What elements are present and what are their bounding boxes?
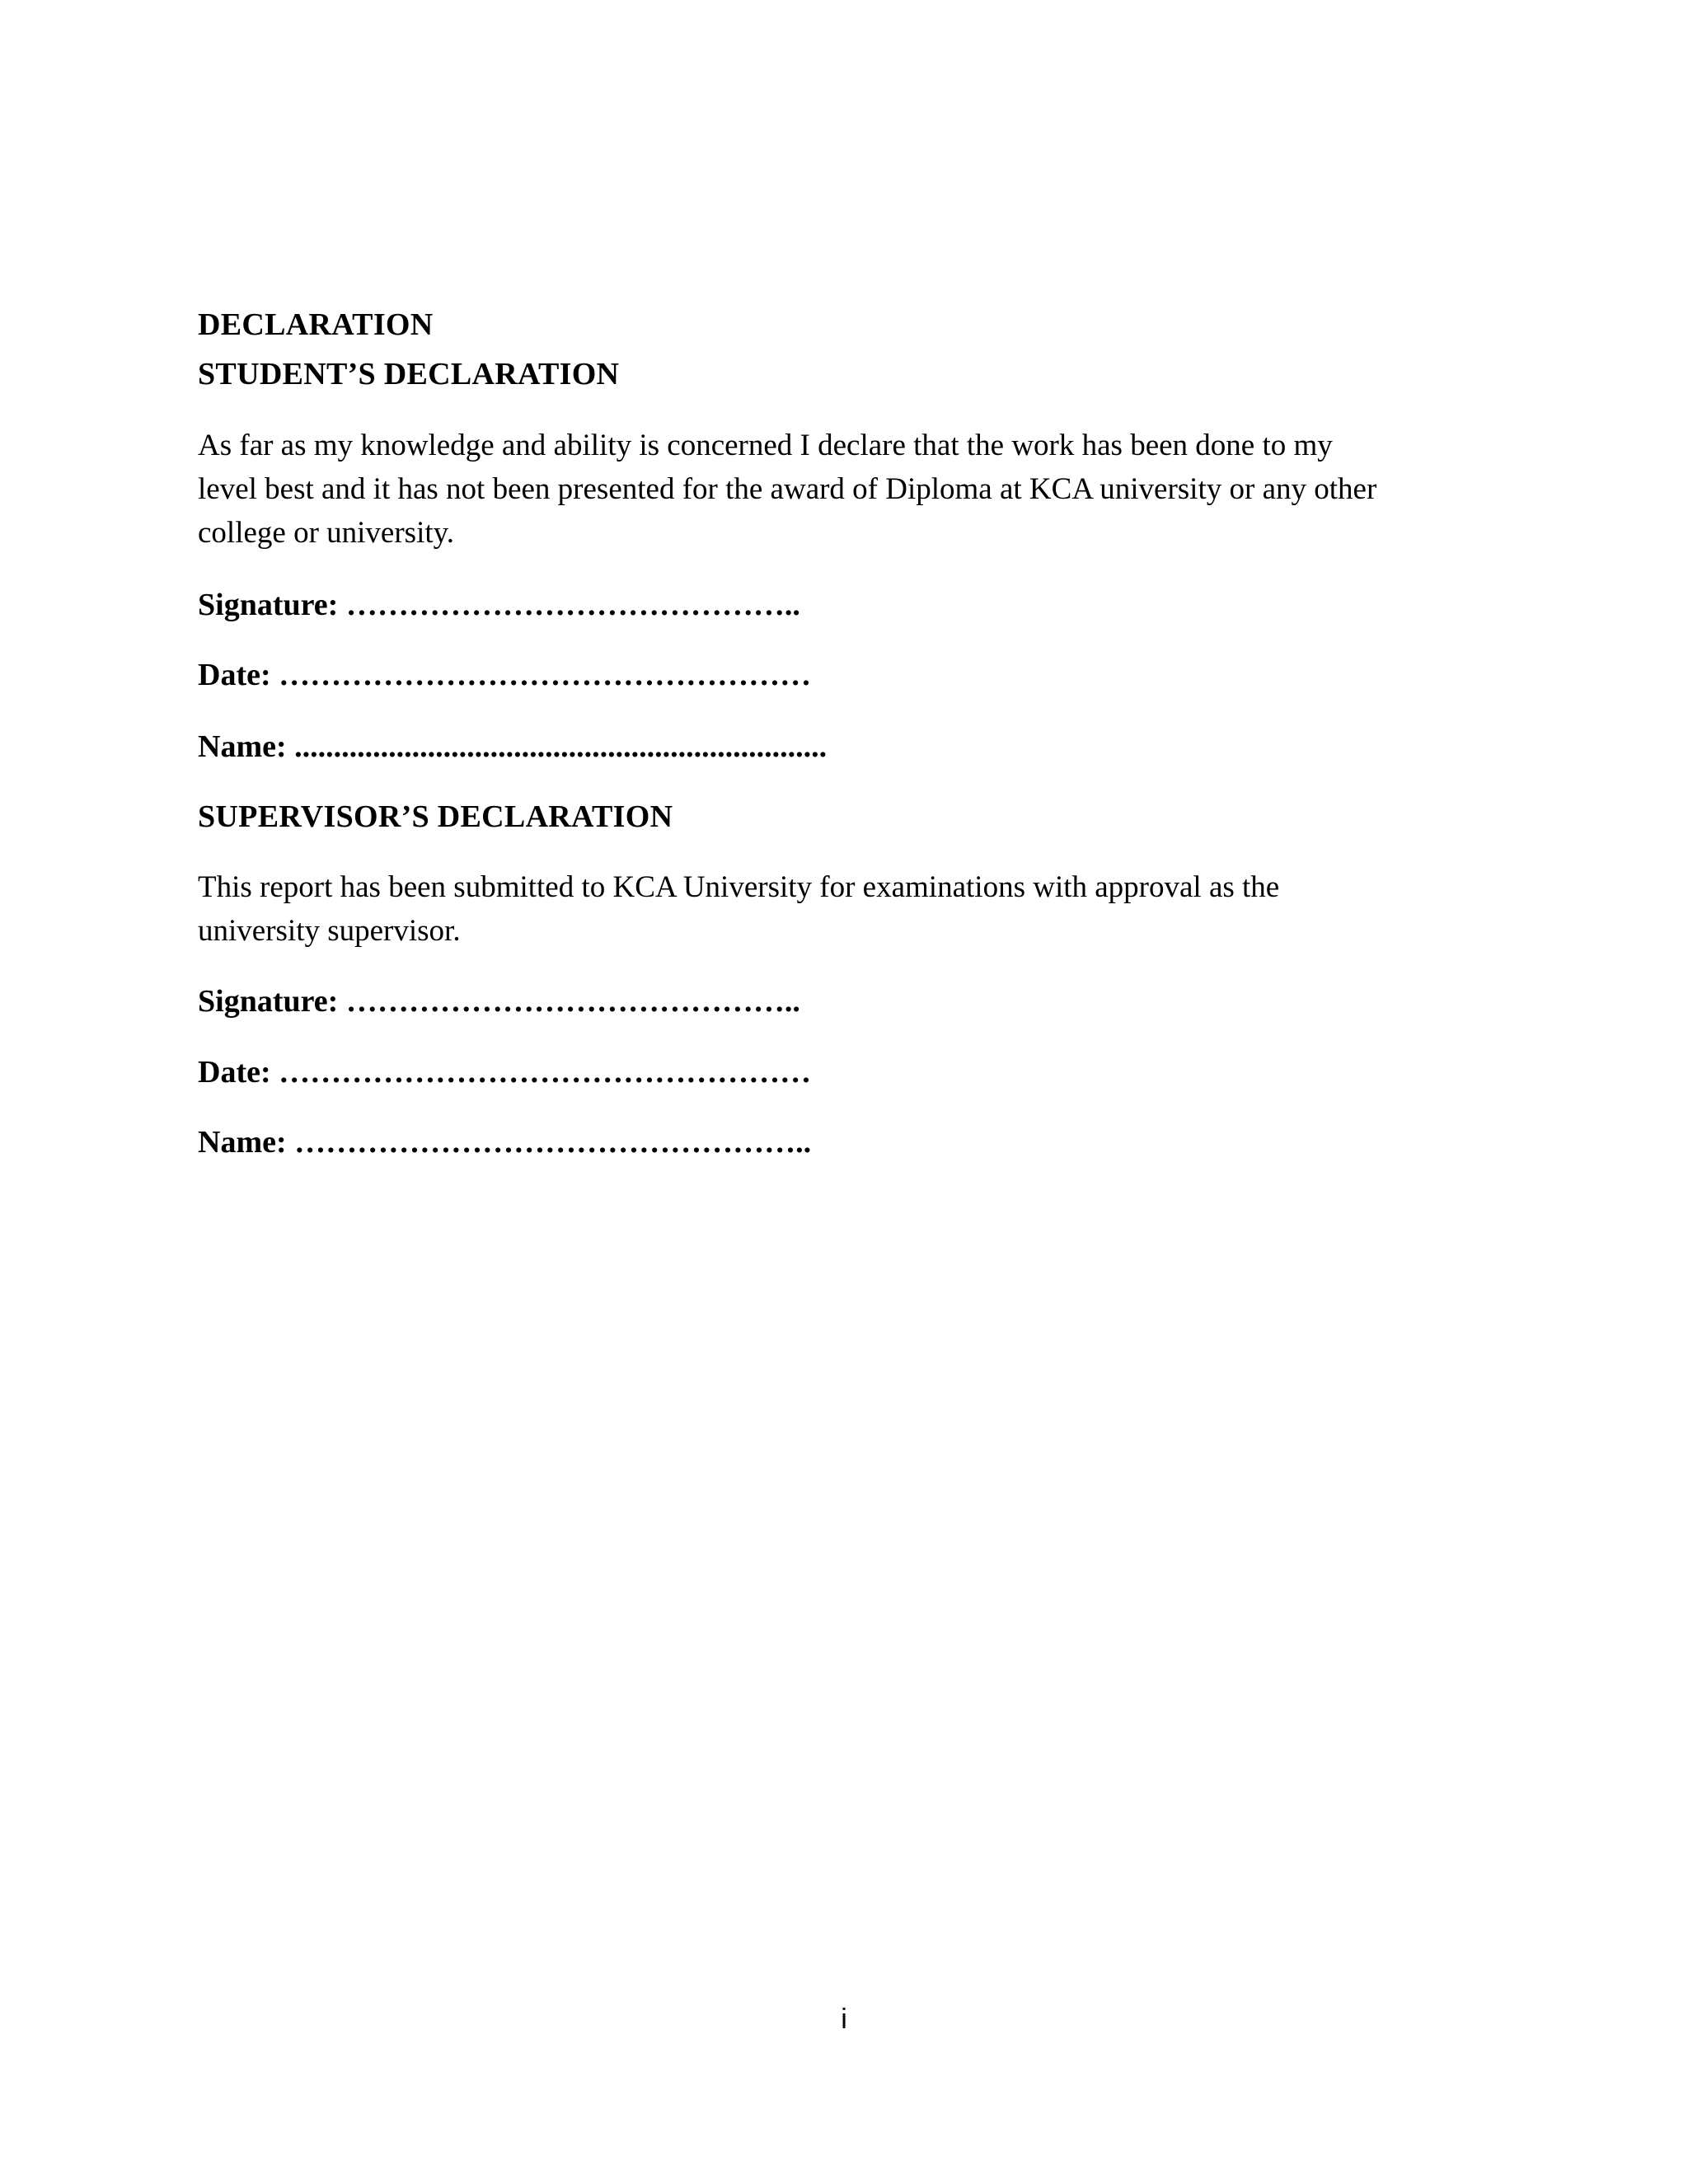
page-title: DECLARATION — [198, 307, 434, 342]
student-declaration-line: college or university. — [198, 516, 454, 550]
student-declaration-line: level best and it has not been presented for the award of Diploma at KCA university or any other — [198, 472, 1377, 506]
supervisor-name-field: Name: ………………………………………….. — [198, 1125, 812, 1160]
student-name-field: Name: .................................................................... — [198, 729, 828, 764]
student-declaration-heading: STUDENT’S DECLARATION — [198, 357, 620, 391]
supervisor-declaration-line: This report has been submitted to KCA University for examinations with approval as the — [198, 870, 1280, 904]
student-declaration-line: As far as my knowledge and ability is concerned I declare that the work has been done to my — [198, 429, 1333, 462]
supervisor-signature-field: Signature: …………………………………….. — [198, 984, 800, 1019]
supervisor-declaration-heading: SUPERVISOR’S DECLARATION — [198, 799, 673, 834]
supervisor-date-field: Date: …………………………………………… — [198, 1055, 812, 1090]
student-signature-field: Signature: …………………………………….. — [198, 588, 800, 622]
student-date-field: Date: …………………………………………… — [198, 658, 812, 692]
student-declaration-text — [198, 424, 1492, 555]
page-number: i — [841, 2004, 847, 2035]
supervisor-declaration-text — [198, 865, 1492, 953]
supervisor-declaration-line: university supervisor. — [198, 914, 461, 948]
